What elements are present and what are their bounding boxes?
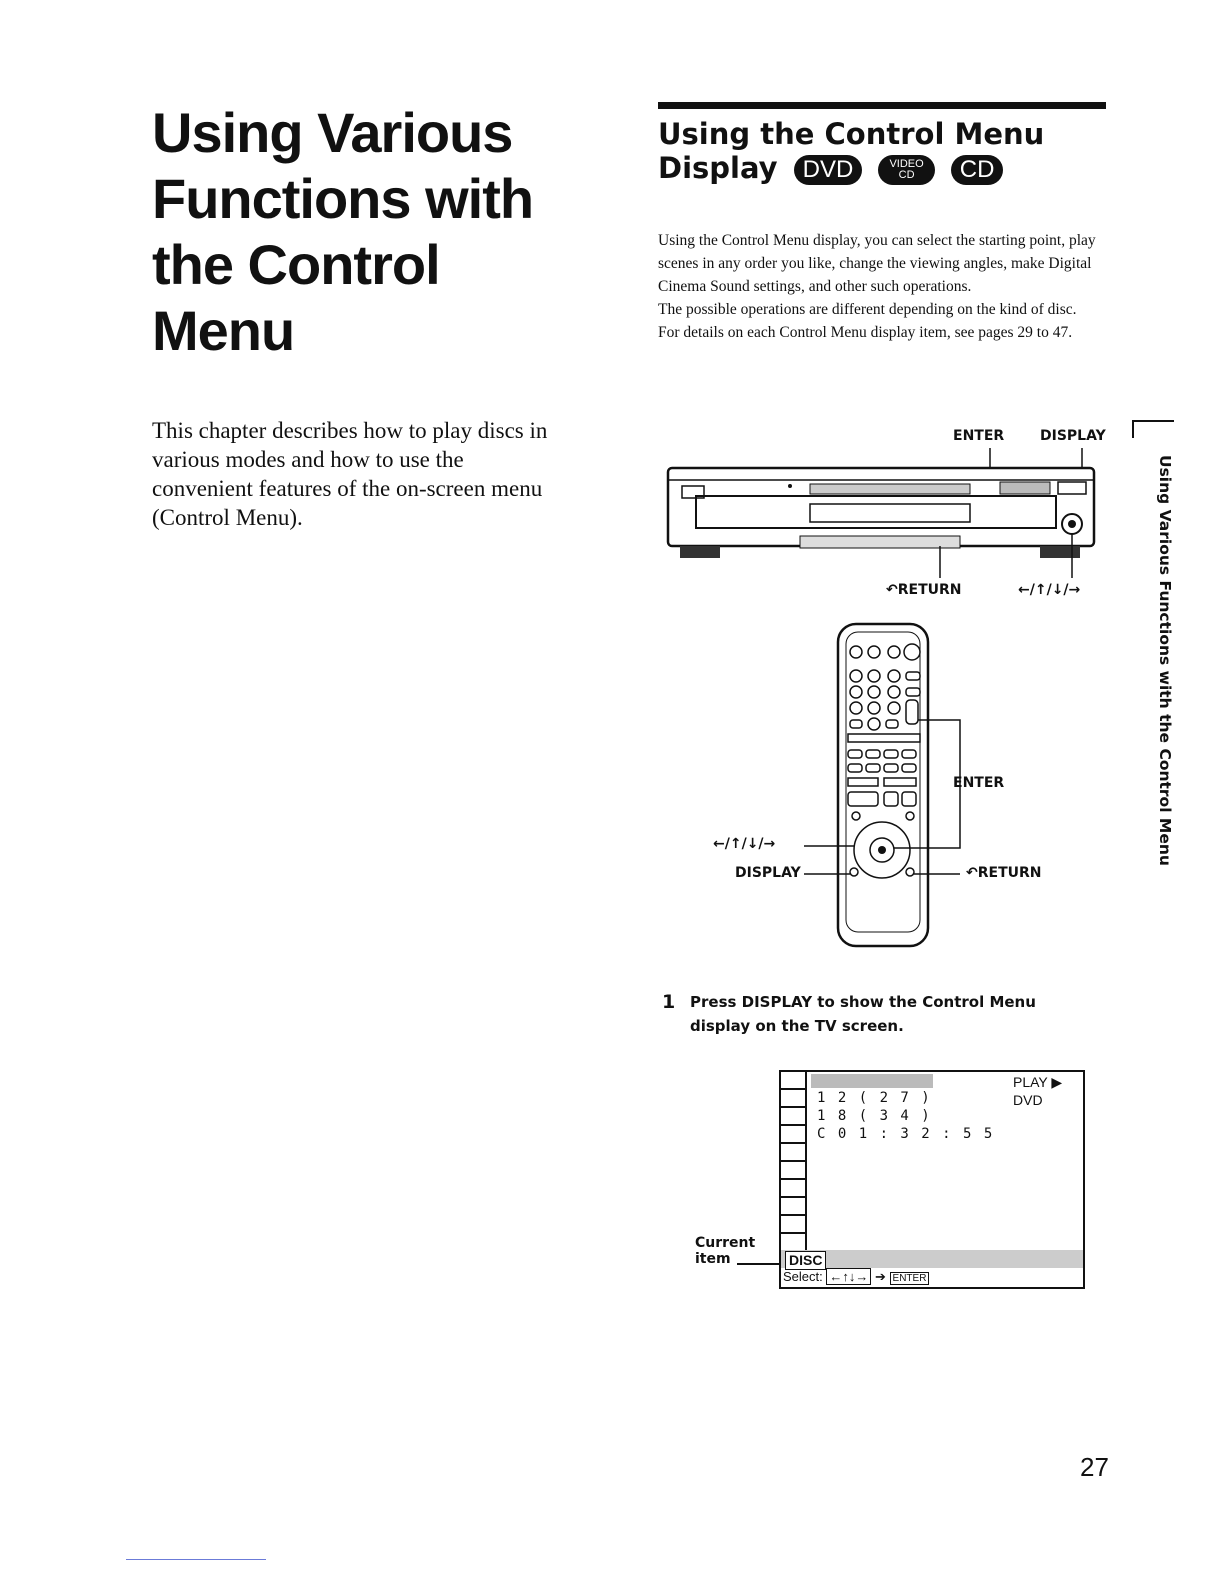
- player-enter-label: ENTER: [953, 428, 1005, 444]
- remote-illustration: [790, 620, 980, 950]
- footer-line: [126, 1559, 266, 1560]
- step-text: Press DISPLAY to show the Control Menu display on the TV screen.: [690, 993, 1036, 1035]
- chapter-title-line: Using Various: [152, 101, 513, 164]
- side-tab-marker: [1132, 420, 1174, 438]
- highlight-bar: [811, 1074, 933, 1088]
- select-hint: [783, 1268, 929, 1287]
- body-paragraph: Using the Control Menu display, you can select the starting point, play scenes in any order you like, change the viewing angles, make Digital Cinema Sound settings, and other such operations.: [658, 232, 1096, 295]
- player-return-label: ↶RETURN: [886, 582, 962, 598]
- section-title: [658, 117, 1118, 185]
- body-paragraph: The possible operations are different depending on the kind of disc.: [658, 301, 1077, 318]
- video-cd-badge-top: VIDEO: [889, 158, 924, 170]
- side-tab: [1150, 455, 1174, 875]
- chapter-title: [152, 100, 572, 364]
- osd-time-line: C 0 1 : 3 2 : 5 5: [817, 1126, 995, 1142]
- remote-arrows-label: ←/↑/↓/→: [713, 836, 776, 852]
- control-menu-display: [779, 1070, 1085, 1289]
- dvd-player-illustration: [660, 448, 1100, 578]
- step-number: 1: [662, 991, 676, 1013]
- remote-enter-label: ENTER: [953, 775, 1005, 791]
- chapter-intro: This chapter describes how to play discs in various modes and how to use the convenient features of the on-screen menu (Control Menu).: [152, 418, 548, 530]
- enter-key: ENTER: [890, 1272, 930, 1285]
- player-display-label: DISPLAY: [1040, 428, 1106, 444]
- osd-chapter-line: 1 8 ( 3 4 ): [817, 1108, 932, 1124]
- chapter-title-line: the Control: [152, 233, 440, 296]
- chapter-title-line: Functions with: [152, 167, 534, 230]
- page-number: 27: [1080, 1452, 1109, 1482]
- remote-return-label: ↶RETURN: [966, 865, 1042, 881]
- current-item-label: Current item: [695, 1235, 756, 1267]
- video-cd-badge: [878, 155, 934, 185]
- osd-play-status: PLAY ▶: [1013, 1074, 1063, 1090]
- cd-badge: CD: [951, 155, 1004, 185]
- video-cd-badge-bottom: CD: [898, 169, 915, 181]
- body-paragraph: For details on each Control Menu display item, see pages 29 to 47.: [658, 324, 1073, 341]
- player-arrows-label: ←/↑/↓/→: [1018, 582, 1081, 598]
- arrow-right-icon: ➔: [875, 1269, 886, 1284]
- section-title-line2: Display: [658, 151, 778, 185]
- section-title-line1: Using the Control Menu: [658, 117, 1045, 151]
- arrow-keys-icon: ←↑↓→: [826, 1268, 871, 1285]
- osd-title-line: 1 2 ( 2 7 ): [817, 1090, 932, 1106]
- disc-tag: DISC: [785, 1251, 826, 1270]
- section-rule: [658, 102, 1106, 109]
- select-label: Select:: [783, 1269, 823, 1284]
- section-body: [658, 229, 1108, 344]
- chapter-title-line: Menu: [152, 299, 295, 362]
- dvd-badge: DVD: [794, 155, 863, 185]
- menu-icon-column: [781, 1072, 807, 1268]
- osd-disc-type: DVD: [1013, 1092, 1043, 1108]
- current-item-leader: [737, 1263, 779, 1265]
- side-tab-text: Using Various Functions with the Control Menu: [1156, 455, 1174, 866]
- remote-display-label: DISPLAY: [735, 865, 801, 881]
- play-icon: ▶: [1051, 1074, 1063, 1090]
